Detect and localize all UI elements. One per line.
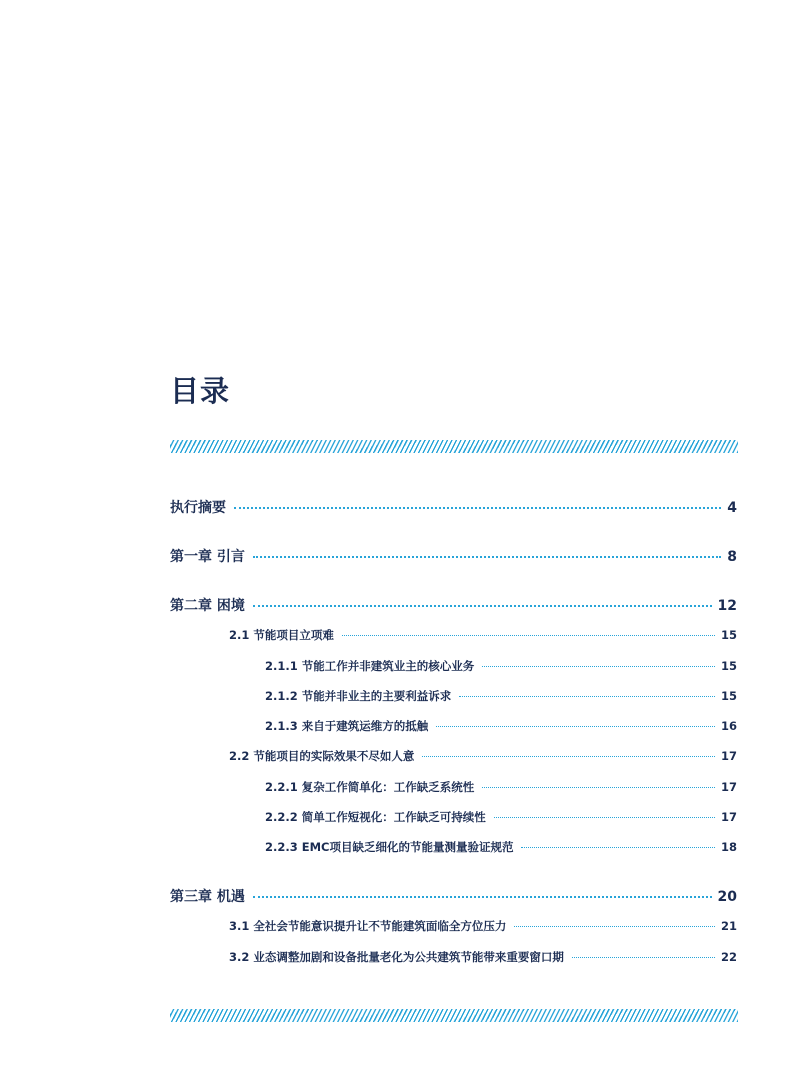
toc-entry-chapter-2[interactable] bbox=[170, 595, 737, 615]
toc-dot-leader bbox=[514, 926, 715, 927]
toc-dot-leader bbox=[436, 726, 715, 727]
toc-entry-label: 2.1.3 来自于建筑运维方的抵触 bbox=[265, 719, 429, 733]
toc-dot-leader bbox=[253, 556, 721, 558]
toc-entry-2-1-1[interactable] bbox=[265, 658, 737, 674]
toc-dot-leader bbox=[482, 787, 715, 788]
toc-entry-label: 3.1 全社会节能意识提升让不节能建筑面临全方位压力 bbox=[229, 919, 507, 933]
toc-entry-page: 18 bbox=[720, 840, 737, 854]
toc-entry-page: 17 bbox=[720, 810, 737, 824]
toc-entry-2-2[interactable] bbox=[229, 748, 737, 764]
toc-entry-label: 2.2.2 简单工作短视化：工作缺乏可持续性 bbox=[265, 810, 486, 824]
toc-entry-page: 20 bbox=[717, 889, 737, 905]
toc-entry-page: 8 bbox=[727, 549, 737, 565]
toc-dot-leader bbox=[572, 957, 715, 958]
toc-entry-page: 22 bbox=[720, 950, 737, 964]
toc-entry-3-1[interactable] bbox=[229, 918, 737, 934]
toc-dot-leader bbox=[253, 896, 712, 898]
hatch-divider-bottom bbox=[170, 1009, 738, 1022]
toc-dot-leader bbox=[234, 507, 721, 509]
toc-entry-page: 15 bbox=[720, 659, 737, 673]
toc-entry-label: 2.2 节能项目的实际效果不尽如人意 bbox=[229, 749, 415, 763]
toc-entry-label: 2.1 节能项目立项难 bbox=[229, 628, 334, 642]
toc-dot-leader bbox=[342, 635, 715, 636]
toc-entry-label: 第三章 机遇 bbox=[170, 889, 245, 905]
toc-entry-chapter-3[interactable] bbox=[170, 886, 737, 906]
toc-entry-chapter-1[interactable] bbox=[170, 546, 737, 566]
toc-entry-label: 第二章 困境 bbox=[170, 598, 245, 614]
toc-entry-page: 15 bbox=[720, 628, 737, 642]
toc-entry-page: 17 bbox=[720, 780, 737, 794]
toc-entry-3-2[interactable] bbox=[229, 949, 737, 965]
toc-dot-leader bbox=[459, 696, 715, 697]
toc-entry-2-2-3[interactable] bbox=[265, 839, 737, 855]
toc-entry-label: 第一章 引言 bbox=[170, 549, 245, 565]
toc-entry-page: 12 bbox=[717, 598, 737, 614]
toc-entry-label: 2.1.2 节能并非业主的主要利益诉求 bbox=[265, 689, 452, 703]
toc-dot-leader bbox=[521, 847, 715, 848]
toc-entry-page: 16 bbox=[720, 719, 737, 733]
toc-dot-leader bbox=[422, 756, 715, 757]
page-title: 目录 bbox=[170, 374, 231, 408]
toc-entry-2-2-1[interactable] bbox=[265, 779, 737, 795]
toc-dot-leader bbox=[253, 605, 712, 607]
toc-entry-page: 21 bbox=[720, 919, 737, 933]
toc-entry-2-1-3[interactable] bbox=[265, 718, 737, 734]
toc-entry-2-1-2[interactable] bbox=[265, 688, 737, 704]
toc-entry-label: 2.1.1 节能工作并非建筑业主的核心业务 bbox=[265, 659, 475, 673]
toc-entry-page: 15 bbox=[720, 689, 737, 703]
toc-entry-page: 17 bbox=[720, 749, 737, 763]
toc-entry-executive-summary[interactable] bbox=[170, 497, 737, 517]
hatch-divider-top bbox=[170, 440, 738, 453]
toc-dot-leader bbox=[482, 666, 715, 667]
toc-entry-2-2-2[interactable] bbox=[265, 809, 737, 825]
toc-entry-2-1[interactable] bbox=[229, 627, 737, 643]
toc-entry-page: 4 bbox=[727, 500, 737, 516]
toc-entry-label: 2.2.3 EMC项目缺乏细化的节能量测量验证规范 bbox=[265, 840, 514, 854]
toc-entry-label: 3.2 业态调整加剧和设备批量老化为公共建筑节能带来重要窗口期 bbox=[229, 950, 564, 964]
toc-entry-label: 2.2.1 复杂工作简单化：工作缺乏系统性 bbox=[265, 780, 475, 794]
toc-dot-leader bbox=[494, 817, 715, 818]
toc-entry-label: 执行摘要 bbox=[170, 500, 226, 516]
